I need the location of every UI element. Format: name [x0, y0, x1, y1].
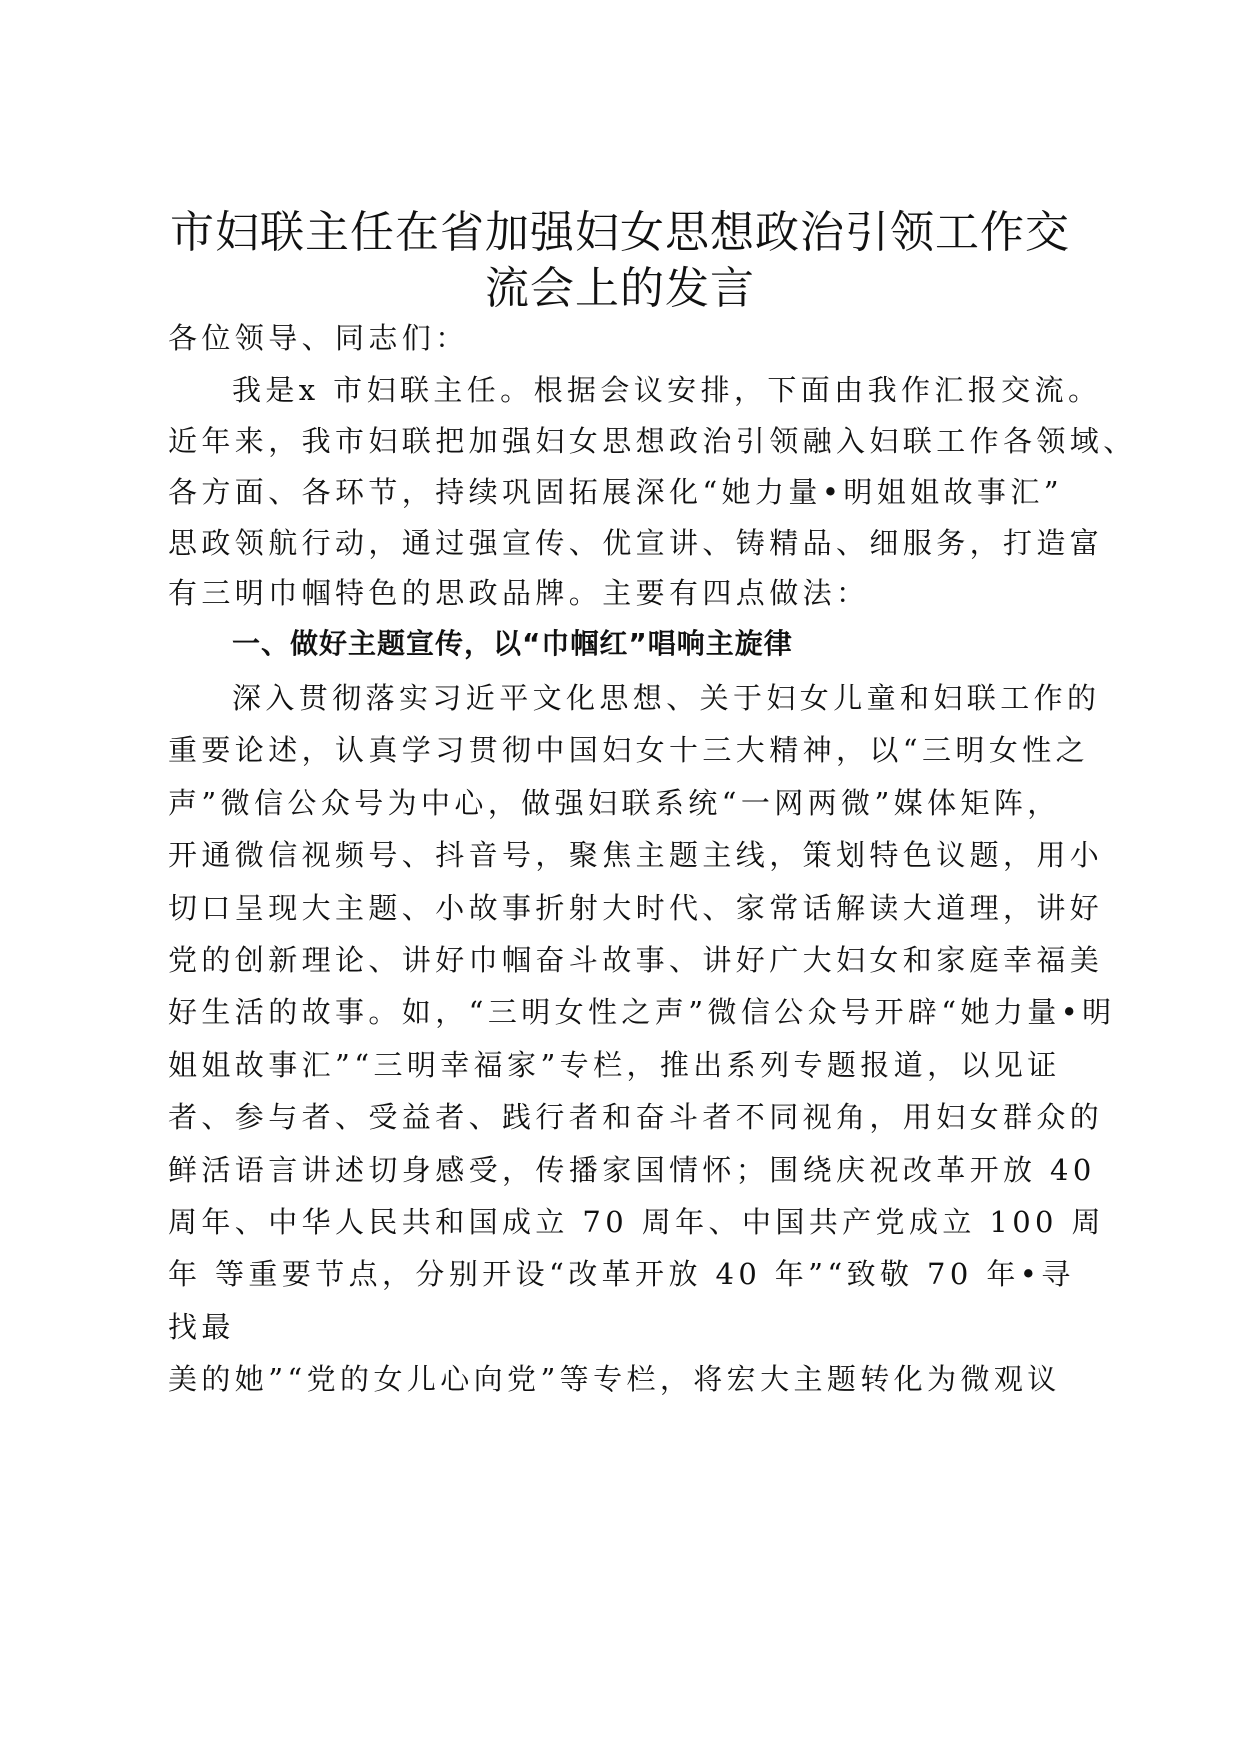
document-title-line-1: 市妇联主任在省加强妇女思想政治引领工作交 [170, 207, 1070, 258]
paragraph-line: 周年、中华人民共和国成立 70 周年、中国共产党成立 100 周 [168, 1205, 1105, 1239]
paragraph-line: 者、参与者、受益者、践行者和奋斗者不同视角，用妇女群众的 [168, 1100, 1104, 1134]
paragraph-line: 美的她”“党的女儿心向党”等专栏，将宏大主题转化为微观议 [168, 1362, 1061, 1396]
intro-line: 思政领航行动，通过强宣传、优宣讲、铸精品、细服务，打造富 [168, 526, 1104, 560]
intro-line: 近年来，我市妇联把加强妇女思想政治引领融入妇联工作各领域、 [168, 424, 1137, 458]
paragraph-line: 鲜活语言讲述切身感受，传播家国情怀；围绕庆祝改革开放 40 [168, 1153, 1096, 1187]
paragraph-line: 深入贯彻落实习近平文化思想、关于妇女儿童和妇联工作的 [232, 681, 1101, 715]
paragraph-line: 姐姐故事汇”“三明幸福家”专栏，推出系列专题报道，以见证 [168, 1048, 1061, 1082]
intro-line: 各方面、各环节，持续巩固拓展深化“她力量•明姐姐故事汇” [168, 475, 1063, 509]
salutation: 各位领导、同志们： [168, 321, 469, 355]
paragraph-line: 切口呈现大主题、小故事折射大时代、家常话解读大道理，讲好 [168, 891, 1104, 925]
paragraph-line: 年 等重要节点，分别开设“改革开放 40 年”“致敬 70 年•寻 [168, 1257, 1075, 1291]
intro-line: 有三明巾帼特色的思政品牌。主要有四点做法： [168, 576, 870, 610]
paragraph-line: 好生活的故事。如，“三明女性之声”微信公众号开辟“她力量•明 [168, 995, 1116, 1029]
section-heading: 一、做好主题宣传，以“巾帼红”唱响主旋律 [232, 627, 793, 660]
paragraph-line: 开通微信视频号、抖音号，聚焦主题主线，策划特色议题，用小 [168, 838, 1104, 872]
paragraph-line: 党的创新理论、讲好巾帼奋斗故事、讲好广大妇女和家庭幸福美 [168, 943, 1104, 977]
paragraph-line: 找最 [168, 1310, 235, 1344]
document-title-line-2: 流会上的发言 [485, 263, 755, 314]
intro-line: 我是x 市妇联主任。根据会议安排，下面由我作汇报交流。 [232, 373, 1102, 407]
paragraph-line: 重要论述，认真学习贯彻中国妇女十三大精神，以“三明女性之 [168, 733, 1090, 767]
paragraph-line: 声”微信公众号为中心，做强妇联系统“一网两微”媒体矩阵， [168, 786, 1061, 820]
